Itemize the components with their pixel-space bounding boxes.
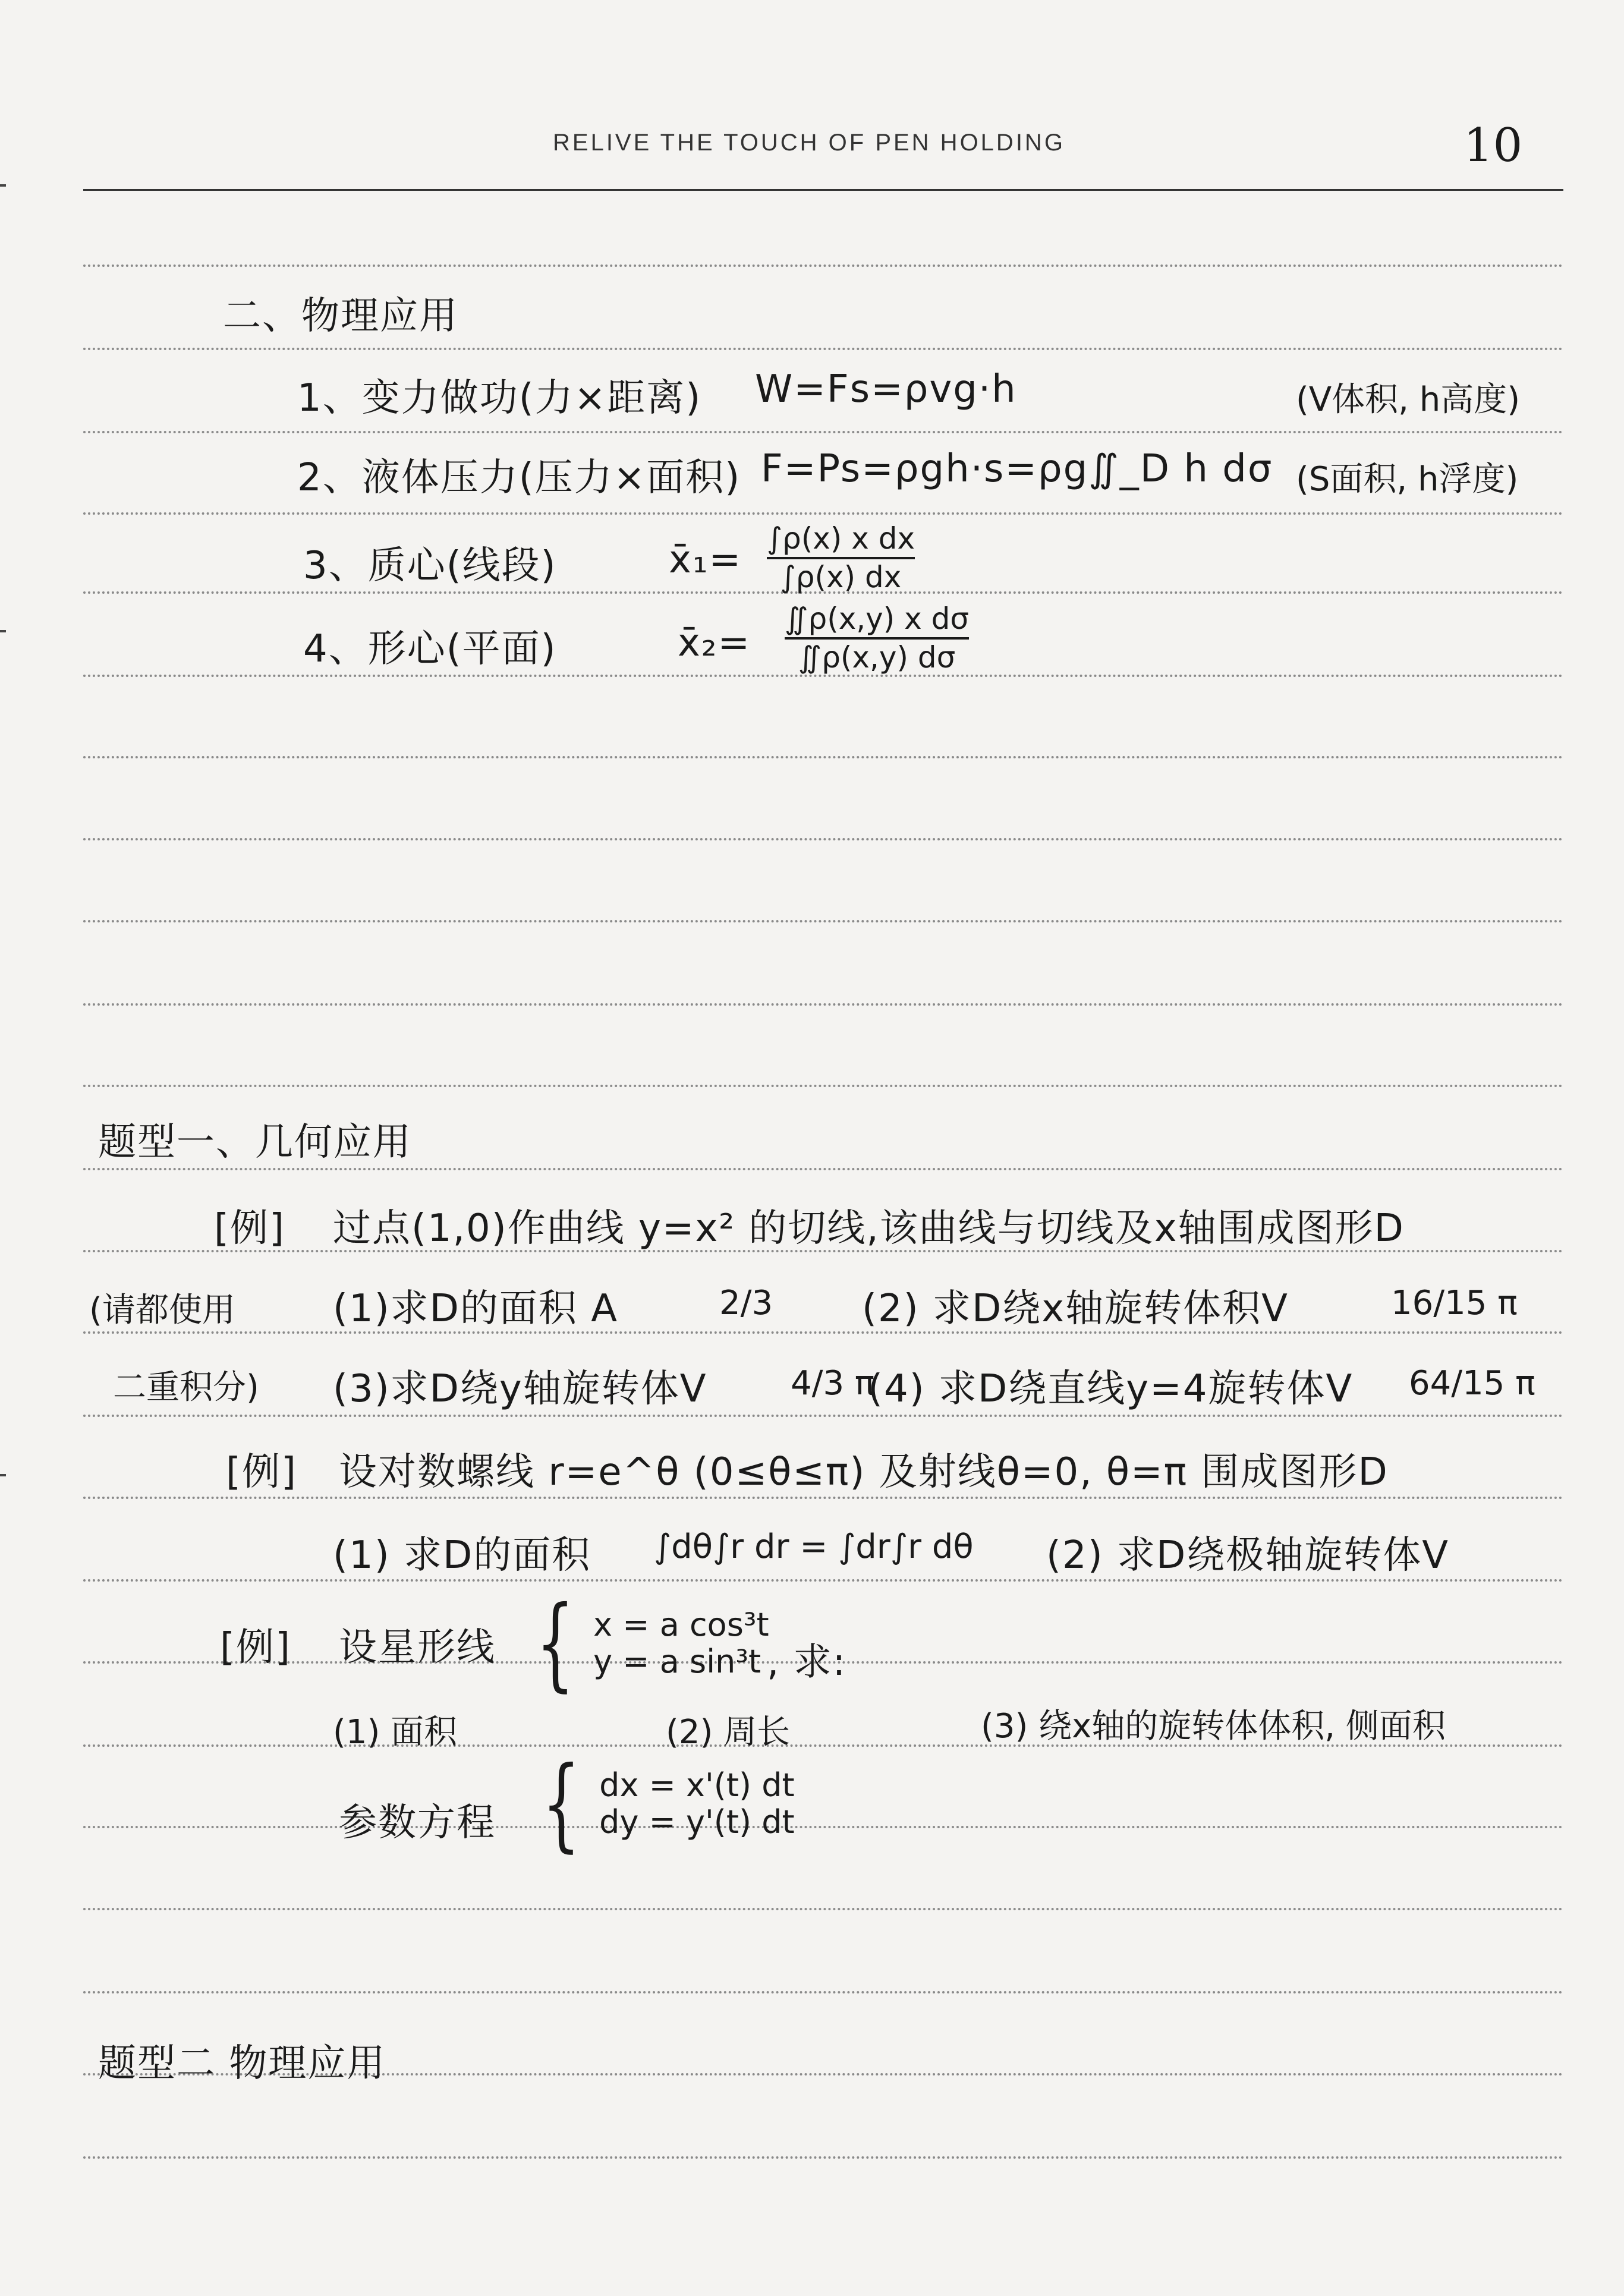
ruled-line <box>83 348 1563 350</box>
fraction-denominator: ∬ρ(x,y) dσ <box>798 640 956 675</box>
example-text: 过点(1,0)作曲线 y=x² 的切线,该曲线与切线及x轴围成图形D <box>333 1207 1405 1251</box>
ruled-line <box>83 264 1563 267</box>
section-heading-type-two: 题型二 物理应用 <box>98 2042 386 2086</box>
ruled-line <box>83 1497 1563 1499</box>
physics-item-label: 4、形心(平面) <box>303 627 557 671</box>
side-note: (请都使用 <box>89 1291 235 1330</box>
physics-item-label: 2、液体压力(压力×面积) <box>297 456 741 500</box>
centroid-lhs: x̄₁= <box>669 538 742 582</box>
ruled-line <box>83 2156 1563 2159</box>
ruled-line <box>83 838 1563 840</box>
ruled-line <box>83 1579 1563 1582</box>
margin-mark <box>0 1474 6 1476</box>
page-number: 10 <box>1464 119 1523 172</box>
side-note: 二重积分) <box>113 1368 259 1407</box>
question: (4) 求D绕直线y=4旋转体V <box>868 1367 1354 1411</box>
centroid-lhs: x̄₂= <box>678 621 751 665</box>
ruled-line <box>83 1415 1563 1417</box>
physics-item-label: 3、质心(线段) <box>303 544 557 588</box>
section-heading-type-one: 题型一、几何应用 <box>98 1120 412 1164</box>
centroid-fraction <box>767 523 915 593</box>
centroid-fraction <box>785 603 969 673</box>
question: (1) 面积 <box>333 1713 458 1752</box>
ruled-line <box>83 1085 1563 1087</box>
ruled-line <box>83 512 1563 515</box>
ruled-line <box>83 1331 1563 1334</box>
fraction-denominator: ∫ρ(x) dx <box>780 559 902 594</box>
question: (2) 求D绕极轴旋转体V <box>1046 1533 1450 1577</box>
equation-line: x = a cos³t <box>593 1605 769 1643</box>
example-tag: [例] <box>226 1450 297 1494</box>
brace: { <box>536 1585 575 1702</box>
param-label: 参数方程 <box>339 1801 496 1845</box>
question: (1)求D的面积 A <box>333 1287 619 1331</box>
section-heading-physics: 二、物理应用 <box>223 294 458 338</box>
example-tag: [例] <box>220 1626 291 1670</box>
fraction-numerator: ∫ρ(x) x dx <box>767 521 915 556</box>
fraction-bar <box>785 637 969 640</box>
ruled-line <box>83 1003 1563 1006</box>
ruled-line <box>83 1991 1563 1993</box>
example-text: 设对数螺线 r=e^θ (0≤θ≤π) 及射线θ=0, θ=π 围成图形D <box>339 1450 1389 1494</box>
ruled-line <box>83 1168 1563 1170</box>
equation-line: dy = y'(t) dt <box>599 1803 795 1841</box>
question: (3) 绕x轴的旋转体体积, 侧面积 <box>981 1707 1446 1746</box>
param-equations <box>529 1745 795 1863</box>
margin-mark <box>0 630 6 632</box>
brace: { <box>542 1745 581 1863</box>
ruled-line <box>83 920 1563 922</box>
question: (1) 求D的面积 <box>333 1533 591 1577</box>
question: (2) 周长 <box>666 1713 791 1752</box>
question: (2) 求D绕x轴旋转体积V <box>862 1287 1289 1331</box>
answer: 64/15 π <box>1409 1364 1535 1403</box>
example-text: 设星形线 <box>339 1626 496 1670</box>
answer: 2/3 <box>719 1284 773 1322</box>
ruled-line <box>83 431 1563 433</box>
fraction-numerator: ∬ρ(x,y) x dσ <box>785 601 970 636</box>
fraction-bar <box>767 557 915 559</box>
physics-item-formula: W=Fs=ρvg·h <box>755 367 1017 411</box>
question: (3)求D绕y轴旋转体V <box>333 1367 707 1411</box>
physics-item-label: 1、变力做功(力×距离) <box>297 376 702 420</box>
physics-item-formula: F=Ps=ρgh·s=ρg∬_D h dσ <box>761 447 1273 491</box>
ruled-line <box>83 756 1563 758</box>
header-title: RELIVE THE TOUCH OF PEN HOLDING <box>553 130 1065 156</box>
ruled-line <box>83 1908 1563 1910</box>
header-rule <box>83 189 1563 191</box>
example-ask: , 求: <box>767 1640 847 1684</box>
integral-hint: ∫dθ∫r dr = ∫dr∫r dθ <box>654 1527 974 1566</box>
ruled-line <box>83 675 1563 677</box>
margin-mark <box>0 184 6 187</box>
equation-line: dx = x'(t) dt <box>599 1766 795 1804</box>
astroid-equations <box>523 1585 769 1702</box>
ruled-line <box>83 1826 1563 1828</box>
physics-item-note: (S面积, h浮度) <box>1296 460 1519 499</box>
answer: 16/15 π <box>1391 1284 1518 1322</box>
answer: 4/3 π <box>791 1364 875 1403</box>
physics-item-note: (V体积, h高度) <box>1296 380 1521 419</box>
example-tag: [例] <box>214 1207 285 1251</box>
equation-line: y = a sin³t <box>593 1643 761 1680</box>
